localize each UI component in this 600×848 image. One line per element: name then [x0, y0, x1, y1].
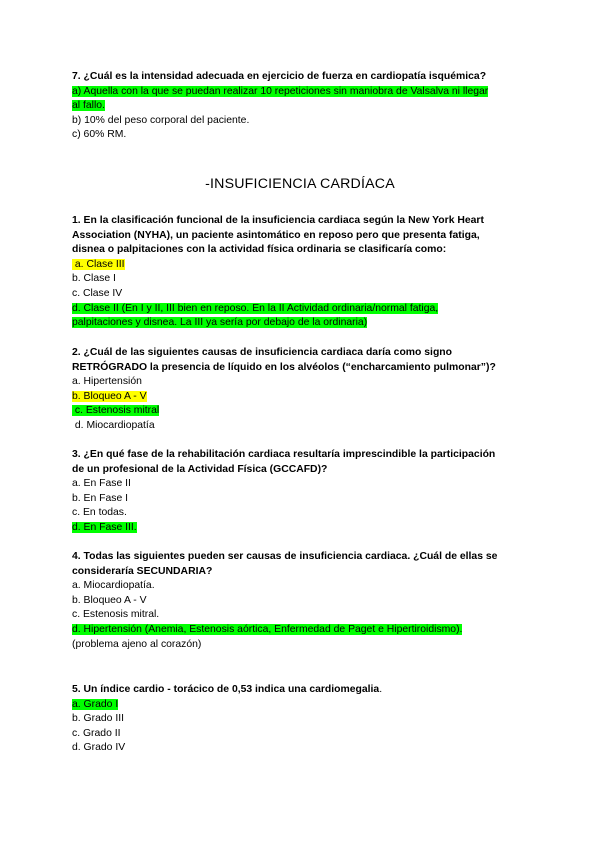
- question-4-option-b: b. Bloqueo A - V: [72, 594, 147, 606]
- question-7-option-b: b) 10% del peso corporal del paciente.: [72, 114, 250, 126]
- question-4: [72, 550, 528, 652]
- question-2-option-b: b. Bloqueo A - V: [72, 390, 147, 402]
- question-4-option-d: d. Hipertensión (Anemia, Estenosis aórtica, Enfermedad de Paget e Hipertiroidismo).: [72, 623, 463, 635]
- question-7-option-a: a) Aquella con la que se puedan realizar 10 repeticiones sin maniobra de Valsalva ni llegar: [72, 85, 489, 97]
- question-7-option-a-cont: al fallo.: [72, 100, 105, 112]
- question-1-text-3: disnea o palpitaciones con la actividad física ordinaria se clasificaría como:: [72, 244, 447, 256]
- question-2-option-c: c. Estenosis mitral: [72, 405, 160, 417]
- question-7: [72, 70, 528, 143]
- question-1: [72, 214, 528, 331]
- question-1-option-d: d. Clase II (En I y II, III bien en reposo. En la II Actividad ordinaria/normal fatiga,: [72, 302, 439, 314]
- question-1-text: 1. En la clasificación funcional de la insuficiencia cardiaca según la New York Heart: [72, 215, 484, 226]
- question-2-text: 2. ¿Cuál de las siguientes causas de insuficiencia cardiaca daría como signo: [72, 347, 452, 358]
- question-1-option-b: b. Clase I: [72, 273, 116, 285]
- question-7-option-c: c) 60% RM.: [72, 129, 127, 141]
- question-4-option-a: a. Miocardiopatía.: [72, 580, 155, 592]
- question-5-text: 5. Un índice cardio - torácico de 0,53 indica una cardiomegalia: [72, 684, 380, 695]
- question-3: [72, 448, 528, 536]
- question-3-option-a: a. En Fase II: [72, 478, 131, 490]
- question-2: [72, 346, 528, 434]
- question-3-text-2: de un profesional de la Actividad Física (GCCAFD)?: [72, 463, 328, 475]
- question-1-option-c: c. Clase IV: [72, 287, 123, 299]
- question-1-option-a: a. Clase III: [72, 258, 125, 270]
- question-4-text-2: consideraría SECUNDARIA?: [72, 565, 213, 577]
- section-title: -INSUFICIENCIA CARDÍACA: [205, 176, 395, 192]
- question-1-text-2: Association (NYHA), un paciente asintomático en reposo pero que presenta fatiga,: [72, 229, 480, 241]
- question-4-text: 4. Todas las siguientes pueden ser causas de insuficiencia cardiaca. ¿Cuál de ellas se: [72, 551, 498, 562]
- question-3-text: 3. ¿En qué fase de la rehabilitación cardiaca resultaría imprescindible la participación: [72, 449, 496, 460]
- question-2-option-a: a. Hipertensión: [72, 376, 142, 388]
- question-5-option-b: b. Grado III: [72, 713, 124, 725]
- question-3-option-c: c. En todas.: [72, 507, 127, 519]
- question-1-option-d-cont: palpitaciones y disnea. La III ya sería por debajo de la ordinaria): [72, 317, 368, 329]
- question-5: [72, 683, 528, 756]
- question-4-option-c: c. Estenosis mitral.: [72, 609, 160, 621]
- question-5-option-c: c. Grado II: [72, 727, 121, 739]
- question-5-text-tail: .: [379, 684, 383, 695]
- question-2-option-d: d. Miocardiopatía: [72, 419, 155, 431]
- question-7-text: 7. ¿Cuál es la intensidad adecuada en ejercicio de fuerza en cardiopatía isquémica?: [72, 71, 487, 82]
- question-2-text-2: RETRÓGRADO la presencia de líquido en los alvéolos (“encharcamiento pulmonar”)?: [72, 361, 496, 373]
- question-5-option-a: a. Grado I: [72, 698, 119, 710]
- question-4-note: (problema ajeno al corazón): [72, 638, 202, 650]
- question-3-option-d: d. En Fase III.: [72, 521, 137, 533]
- question-3-option-b: b. En Fase I: [72, 492, 129, 504]
- question-5-option-d: d. Grado IV: [72, 742, 126, 754]
